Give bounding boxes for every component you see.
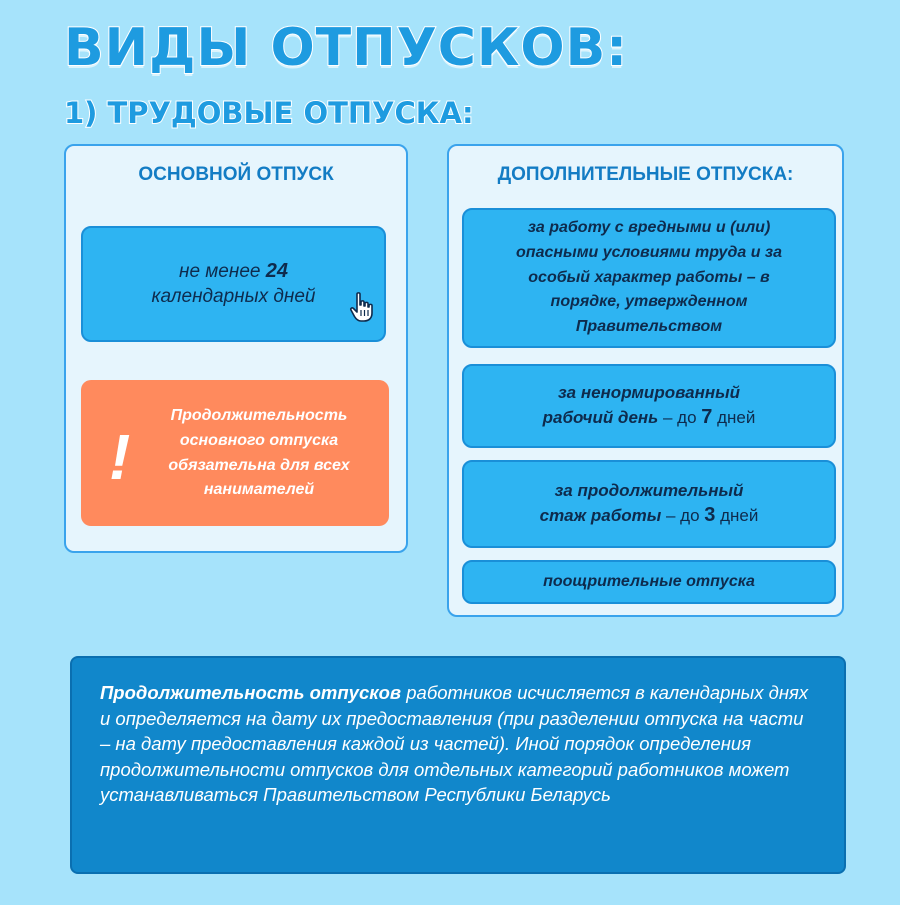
tenure-line2-em: стаж работы	[539, 506, 662, 526]
main-leave-panel	[64, 144, 408, 553]
section-subtitle: 1) ТРУДОВЫЕ ОТПУСКА:	[64, 96, 474, 130]
incentive-card[interactable]	[462, 560, 836, 604]
hand-pointer-icon	[349, 292, 375, 322]
tenure-suffix: дней	[715, 506, 759, 526]
tenure-line1: за продолжительный	[554, 480, 744, 500]
additional-leave-panel	[447, 144, 844, 617]
incentive-text: поощрительные отпуска	[543, 572, 755, 590]
irregular-line2-mid: – до	[658, 408, 702, 428]
irregular-line1: за ненормированный	[557, 382, 741, 402]
main-leave-min-line	[179, 258, 288, 285]
tenure-line2-mid: – до	[661, 506, 705, 526]
duration-note-bold: Продолжительность отпусков	[100, 682, 402, 703]
main-leave-min-suffix: календарных дней	[151, 286, 316, 307]
warning-card	[81, 380, 389, 526]
harmful-conditions-text: за работу с вредными и (или) опасными условиями труда и за особый характер работы – в порядке, утвержденном Правительством	[516, 219, 782, 336]
irregular-days: 7	[701, 406, 713, 429]
tenure-card[interactable]	[462, 460, 836, 548]
main-leave-min-prefix: не менее	[178, 261, 261, 283]
irregular-line2	[543, 404, 756, 430]
irregular-line2-em: рабочий день	[542, 408, 659, 428]
harmful-conditions-card[interactable]	[462, 208, 836, 348]
warning-text: Продолжительность основного отпуска обязательна для всех нанимателей	[168, 407, 350, 499]
page-title: ВИДЫ ОТПУСКОВ:	[64, 18, 629, 78]
irregular-suffix: дней	[712, 408, 756, 428]
tenure-line2	[540, 502, 759, 528]
exclamation-icon: !	[109, 421, 131, 493]
main-leave-duration-card[interactable]	[81, 226, 386, 342]
duration-note-text: работников исчисляется в календарных днях и определяется на дату их предоставления (при разделении отпуска на части – на дату предоставления каждой из частей). Иной порядок определения продолжительности отпусков для отдельных категорий работников может устанавливаться Правительством Республики Беларусь	[100, 682, 809, 806]
additional-leave-heading: ДОПОЛНИТЕЛЬНЫЕ ОТПУСКА:	[497, 164, 794, 185]
main-leave-min-days: 24	[265, 260, 288, 283]
tenure-days: 3	[704, 504, 716, 527]
irregular-day-card[interactable]	[462, 364, 836, 448]
duration-note	[70, 656, 846, 874]
main-leave-heading: ОСНОВНОЙ ОТПУСК	[138, 164, 334, 185]
